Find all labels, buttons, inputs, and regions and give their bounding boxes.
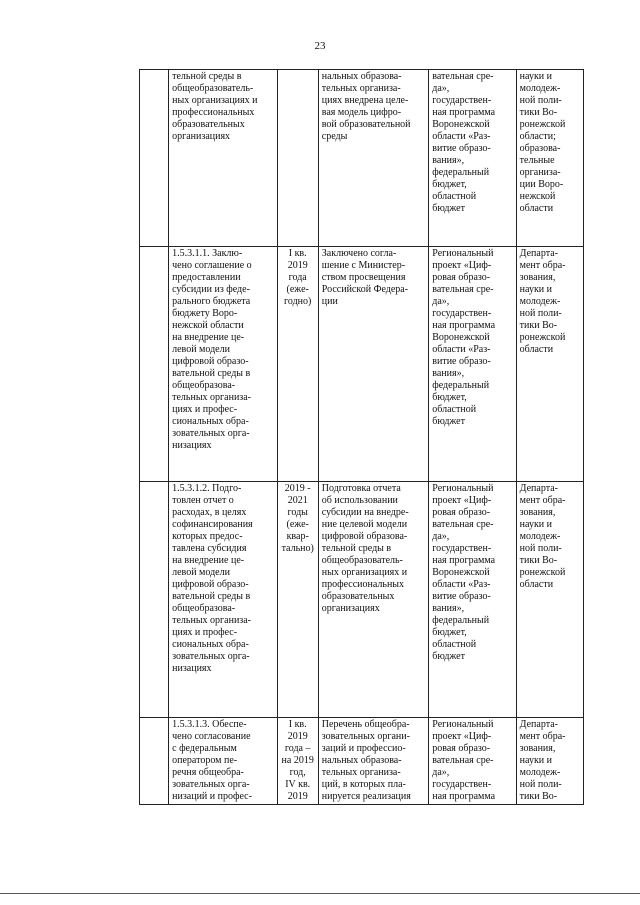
- executor-cell: [516, 482, 583, 718]
- source-cell: [429, 247, 516, 482]
- deadline-text: 2019 - 2021 годы (еже- квар- тально): [281, 483, 314, 554]
- measure-text: тельной среды в общеобразователь- ных организациях и профессиональных образовательных организациях: [172, 71, 258, 142]
- result-text: Заключено согла- шение с Министер- ством просвещения Российской Федера- ции: [321, 248, 409, 307]
- executor-cell: [516, 70, 583, 247]
- table-row: [140, 70, 584, 247]
- bottom-rule: [0, 893, 640, 894]
- measure-text: 1.5.3.1.1. Заклю- чено соглашение о предоставлении субсидии из феде- рального бюджета бюджету Воро- нежской области на внедрение це- левой модели цифровой образо- вательной среды в общеобразова- тельных организа- циях и профес- сиональных обра- зовательных орга- низациях: [172, 248, 252, 451]
- deadline-text: I кв. 2019 года (еже- годно): [284, 248, 312, 307]
- executor-cell: [516, 247, 583, 482]
- measure-text: 1.5.3.1.2. Подго- товлен отчет о расходах, в целях софинансирования которых предос- тавлена субсидия на внедрение це- левой модели цифровой образо- вательной среды в общеобразова- тельных организа- циях и профес- сиональных обра- зовательных орга- низациях: [172, 483, 253, 674]
- result-text: Перечень общеобра- зовательных органи- заций и профессио- нальных образова- тельных организа- ций, в которых пла- нируется реализация: [321, 719, 411, 802]
- deadline-text: I кв. 2019 года – на 2019 год, IV кв. 2019: [281, 719, 314, 802]
- executor-text: науки и молодеж- ной поли- тики Во- ронежской области; образова- тельные организа- ции Воро- нежской области: [519, 71, 566, 214]
- page-number: 23: [314, 40, 326, 52]
- result-cell: [318, 482, 428, 718]
- measure-cell: [169, 482, 277, 718]
- executor-cell: [516, 718, 583, 805]
- table-row: [140, 718, 584, 805]
- empty-cell: [140, 482, 169, 718]
- empty-cell: [140, 70, 169, 247]
- measure-cell: [169, 718, 277, 805]
- measures-table: [139, 69, 584, 805]
- table-row: [140, 482, 584, 718]
- table-row: [140, 247, 584, 482]
- source-cell: [429, 70, 516, 247]
- executor-text: Департа- мент обра- зования, науки и молодеж- ной поли- тики Во- ронежской области: [519, 248, 566, 355]
- source-cell: [429, 718, 516, 805]
- result-text: нальных образова- тельных организа- циях внедрена целе- вая модель цифро- вой образовательной среды: [321, 71, 411, 142]
- result-cell: [318, 70, 428, 247]
- deadline-cell: [277, 70, 318, 247]
- source-cell: [429, 482, 516, 718]
- empty-cell: [140, 247, 169, 482]
- measure-cell: [169, 247, 277, 482]
- source-text: Региональный проект «Циф- ровая образо- вательная сре- да», государствен- ная программа: [432, 719, 496, 802]
- source-text: Региональный проект «Циф- ровая образо- вательная сре- да», государствен- ная программа Воронежской области «Раз- витие образо- вания», федеральный бюджет, областной бюджет: [432, 483, 496, 662]
- measure-cell: [169, 70, 277, 247]
- empty-cell: [140, 718, 169, 805]
- deadline-cell: [277, 718, 318, 805]
- result-cell: [318, 247, 428, 482]
- deadline-cell: [277, 247, 318, 482]
- executor-text: Департа- мент обра- зования, науки и молодеж- ной поли- тики Во- ронежской области: [519, 483, 566, 590]
- source-text: вательная сре- да», государствен- ная программа Воронежской области «Раз- витие образо- вания», федеральный бюджет, областной бюджет: [432, 71, 496, 214]
- measure-text: 1.5.3.1.3. Обеспе- чено согласование с федеральным оператором пе- речня общеобра- зовательных орга- низаций и профес-: [172, 719, 252, 802]
- deadline-cell: [277, 482, 318, 718]
- source-text: Региональный проект «Циф- ровая образо- вательная сре- да», государствен- ная программа Воронежской области «Раз- витие образо- вания», федеральный бюджет, областной бюджет: [432, 248, 496, 427]
- result-cell: [318, 718, 428, 805]
- result-text: Подготовка отчета об использовании субсидии на внедре- ние целевой модели цифровой образова- тельной среды в общеобразователь- ных организациях и профессиональных образовательных организациях: [321, 483, 409, 614]
- executor-text: Департа- мент обра- зования, науки и молодеж- ной поли- тики Во-: [519, 719, 566, 802]
